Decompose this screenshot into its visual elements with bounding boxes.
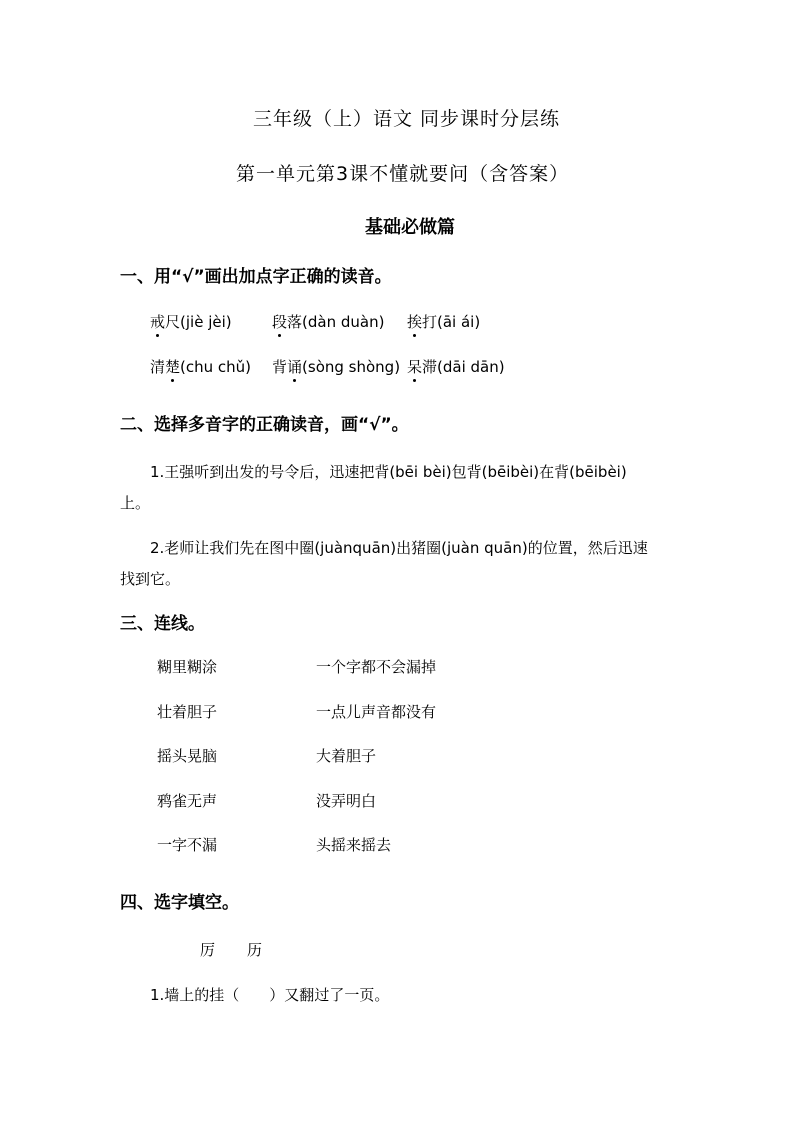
item-post: 打(āi ái) — [422, 313, 481, 331]
match-right-item: 一点儿声音都没有 — [316, 703, 437, 721]
item-pre: 清 — [150, 358, 166, 376]
item-post: 尺(jiè jèi) — [165, 313, 232, 331]
question-line: 找到它。 — [120, 570, 181, 588]
part-title: 基础必做篇 — [365, 217, 455, 238]
fill-blank-question: 1.墙上的挂（ ）又翻过了一页。 — [150, 986, 390, 1004]
question-line: 2.老师让我们先在图中圈(juànquān)出猪圈(juàn quān)的位置，然后迅速 — [150, 539, 648, 557]
match-right-item: 大着胆子 — [316, 747, 377, 765]
dotted-char: 诵 — [287, 358, 303, 376]
dotted-char: 戒 — [150, 313, 166, 331]
match-right-item: 没弄明白 — [316, 792, 377, 810]
dotted-char: 段 — [272, 313, 288, 331]
item-post: (chu chǔ) — [180, 358, 252, 376]
pinyin-item — [272, 311, 384, 332]
match-left-item: 鸦雀无声 — [157, 792, 218, 810]
pinyin-item — [150, 311, 232, 332]
match-right-item: 一个字都不会漏掉 — [316, 658, 437, 676]
pinyin-item — [272, 356, 400, 377]
item-post: (sòng shòng) — [302, 358, 401, 376]
item-post: 落(dàn duàn) — [287, 313, 385, 331]
match-left-item: 摇头晃脑 — [157, 747, 218, 765]
item-pre: 背 — [272, 358, 288, 376]
pinyin-item — [407, 311, 480, 332]
section1-heading: 一、用“√”画出加点字正确的读音。 — [120, 267, 392, 287]
section4-heading: 四、选字填空。 — [120, 893, 239, 913]
dotted-char: 呆 — [407, 358, 423, 376]
lesson-title: 第一单元第3课不懂就要问（含答案） — [236, 163, 570, 185]
match-left-item: 壮着胆子 — [157, 703, 218, 721]
item-post: 滞(dāi dān) — [422, 358, 505, 376]
question-line: 上。 — [120, 494, 151, 512]
option-char: 历 — [247, 941, 263, 959]
match-left-item: 一字不漏 — [157, 836, 218, 854]
section2-heading: 二、选择多音字的正确读音，画“√”。 — [120, 415, 409, 435]
pinyin-item — [150, 356, 251, 377]
match-left-item: 糊里糊涂 — [157, 658, 218, 676]
document-title: 三年级（上）语文 同步课时分层练 — [253, 108, 561, 130]
option-char: 厉 — [200, 941, 216, 959]
question-line: 1.王强听到出发的号令后，迅速把背(bēi bèi)包背(bēibèi)在背(bēibèi) — [150, 463, 627, 481]
match-right-item: 头摇来摇去 — [316, 836, 392, 854]
pinyin-item — [407, 356, 505, 377]
section3-heading: 三、连线。 — [120, 614, 205, 634]
dotted-char: 挨 — [407, 313, 423, 331]
dotted-char: 楚 — [165, 358, 181, 376]
